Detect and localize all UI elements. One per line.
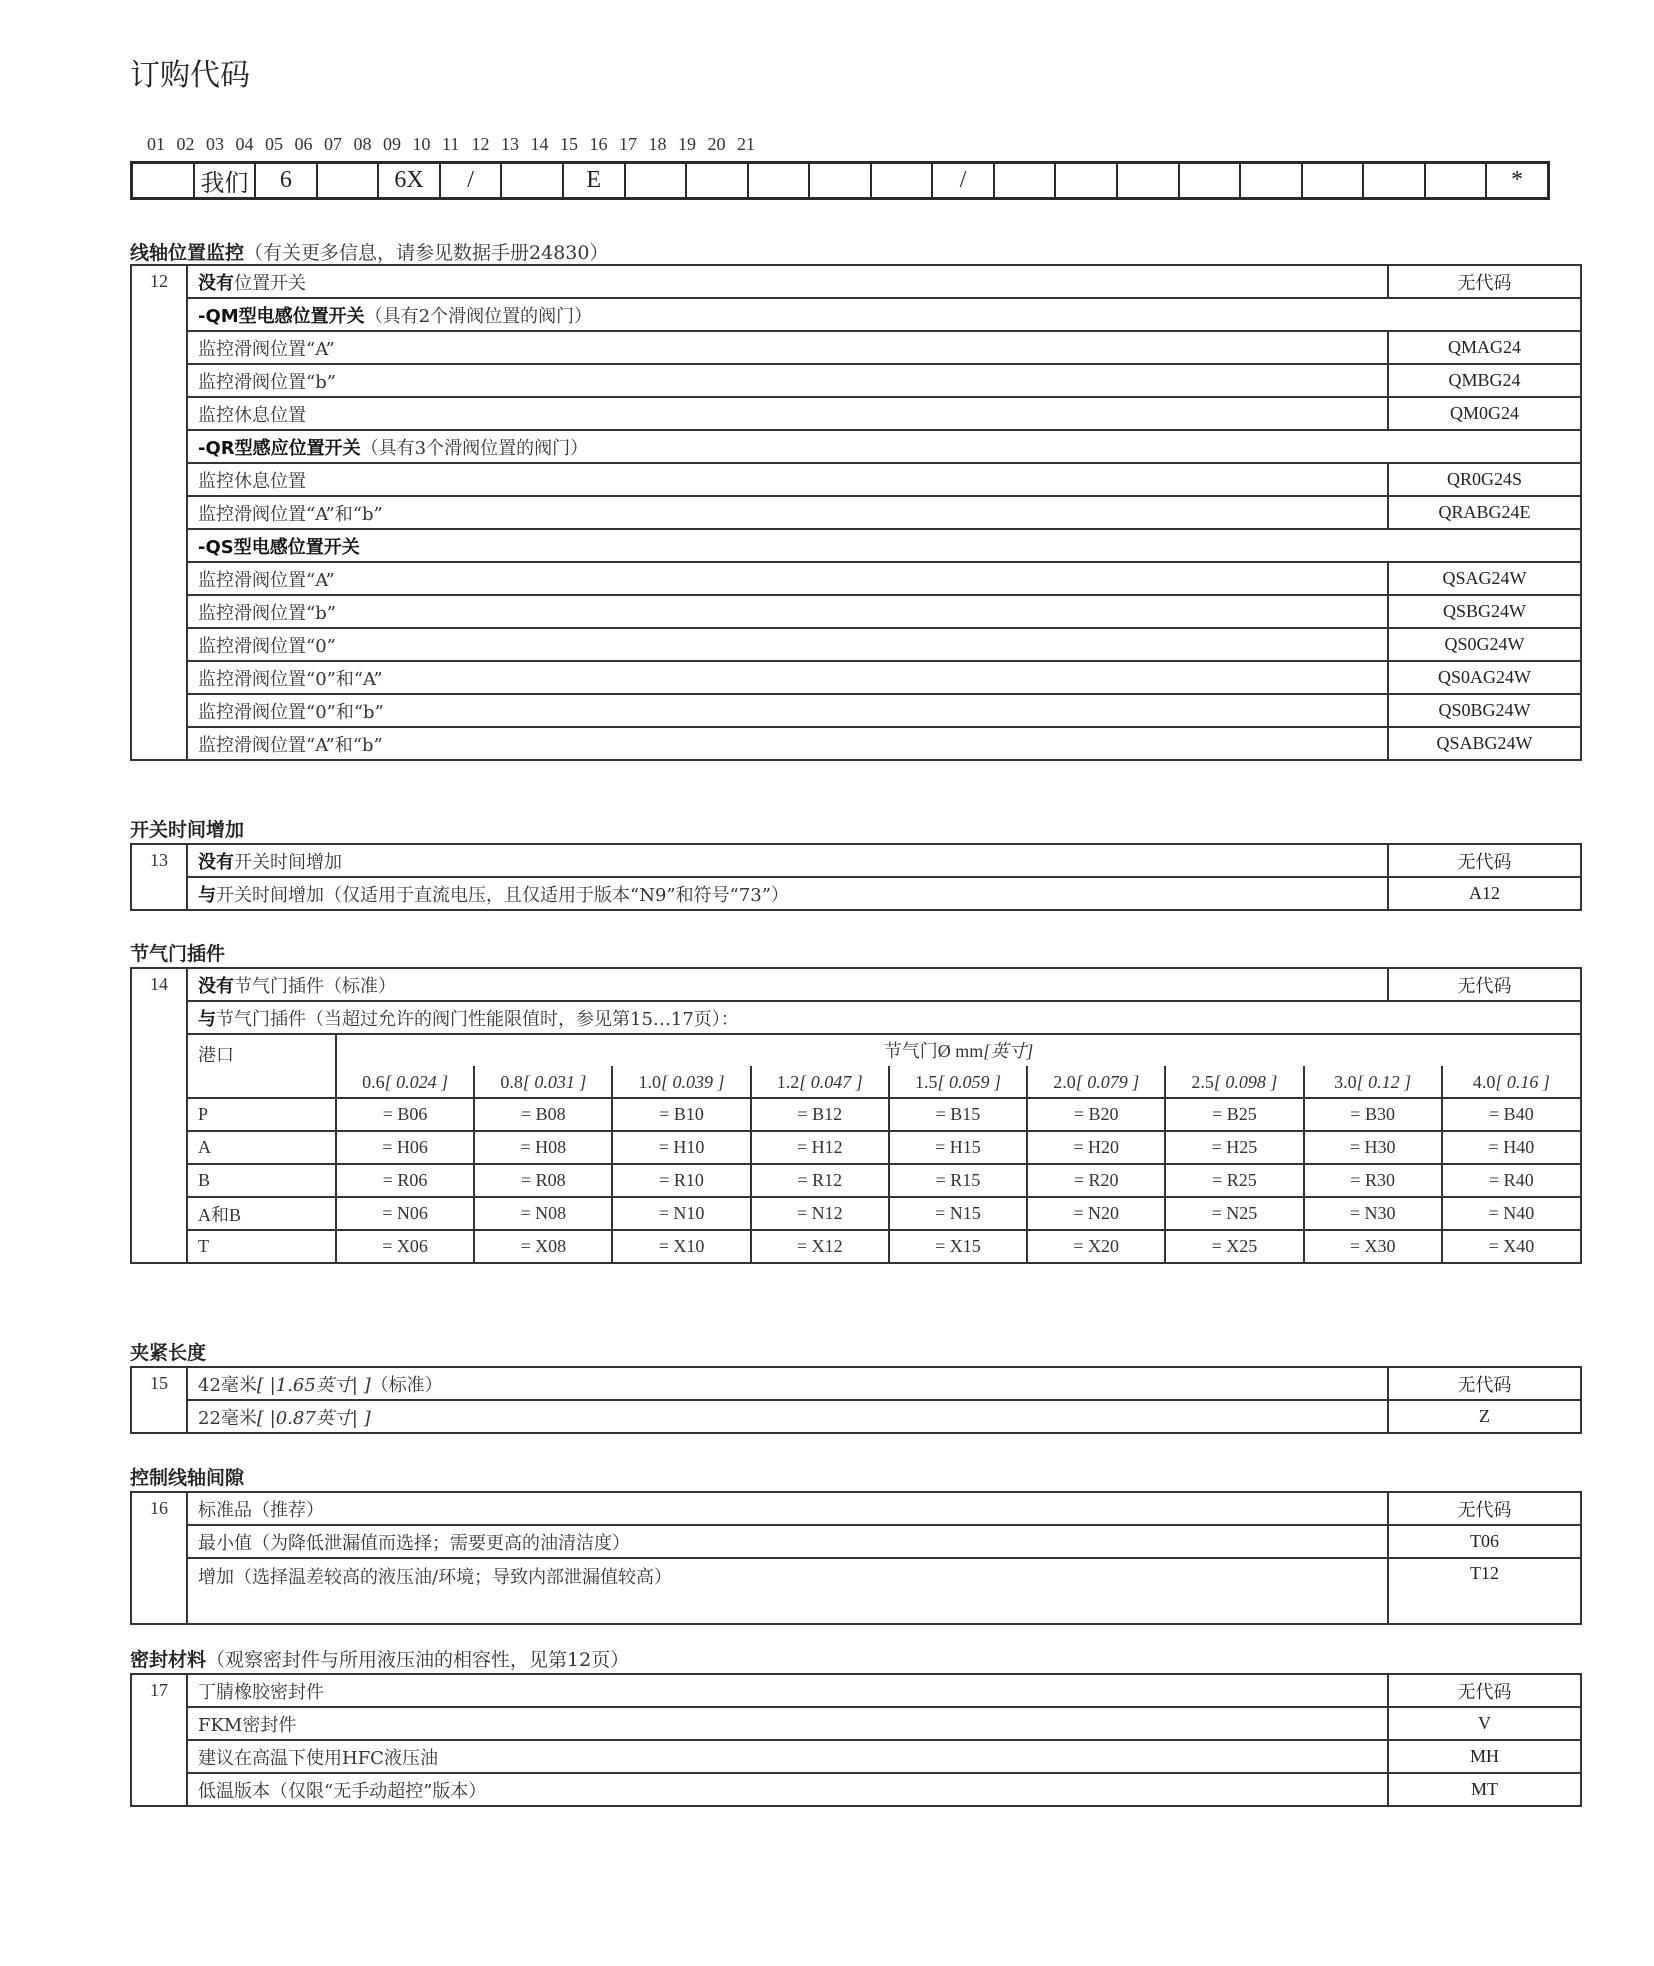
option-label xyxy=(187,463,1388,496)
table-row xyxy=(131,1400,1581,1433)
option-label xyxy=(187,1400,1388,1433)
diameter-inch: [ 0.16 ] xyxy=(1495,1071,1550,1092)
option-text: 监控滑阀位置“A”和“b” xyxy=(198,503,383,525)
diameter-mm: 1.0 xyxy=(638,1071,662,1092)
option-label xyxy=(187,1740,1388,1773)
section-12-title-note: （有关更多信息，请参见数据手册24830） xyxy=(244,242,609,264)
section-15-title xyxy=(130,1338,206,1365)
orifice-code: = X15 xyxy=(889,1230,1027,1262)
option-code: QSAG24W xyxy=(1388,562,1581,595)
diameter-mm: 1.2 xyxy=(776,1071,800,1092)
orifice-code: = H12 xyxy=(751,1131,889,1164)
diameter-header-text: 节气门Ø mm xyxy=(883,1040,984,1061)
option-bold: 没有 xyxy=(198,851,234,873)
option-code: 无代码 xyxy=(1388,265,1581,298)
table-row xyxy=(131,727,1581,760)
option-label xyxy=(187,1367,1388,1400)
option-text: 22毫米 xyxy=(198,1407,257,1429)
orifice-row xyxy=(188,1131,1580,1164)
section-16-title-bold: 控制线轴间隙 xyxy=(130,1467,245,1489)
diameter-header xyxy=(336,1035,1580,1066)
order-code-cell xyxy=(1118,164,1180,197)
group-title: -QM型电感位置开关 xyxy=(198,305,365,327)
orifice-code: = H20 xyxy=(1027,1131,1165,1164)
option-text: 42毫米 xyxy=(198,1374,257,1396)
option-code: 无代码 xyxy=(1388,968,1581,1001)
option-label xyxy=(187,1492,1388,1525)
position-label: 15 xyxy=(560,134,578,154)
order-code-cell xyxy=(1241,164,1303,197)
option-code: QM0G24 xyxy=(1388,397,1581,430)
option-label xyxy=(187,1558,1388,1624)
table-row xyxy=(131,694,1581,727)
position-label: 21 xyxy=(737,134,755,154)
option-bold: 与 xyxy=(198,884,216,906)
orifice-code: = B20 xyxy=(1027,1098,1165,1131)
section-17-title-bold: 密封材料 xyxy=(130,1649,207,1671)
option-italic: [ |1.65英寸| ] xyxy=(256,1374,371,1396)
option-text: 标准品（推荐） xyxy=(198,1499,324,1521)
orifice-code: = X40 xyxy=(1442,1230,1580,1262)
table-row xyxy=(131,364,1581,397)
table-row xyxy=(131,1674,1581,1707)
order-code-cell: / xyxy=(441,164,503,197)
option-code: QMBG24 xyxy=(1388,364,1581,397)
orifice-row xyxy=(188,1230,1580,1262)
option-label xyxy=(187,1773,1388,1806)
order-code-cell: E xyxy=(564,164,626,197)
order-code-cell: * xyxy=(1511,167,1524,193)
orifice-code: = R20 xyxy=(1027,1164,1165,1197)
table-row xyxy=(131,595,1581,628)
diameter-inch: [ 0.039 ] xyxy=(661,1071,725,1092)
port-header: 港口 xyxy=(188,1035,336,1098)
table-row xyxy=(131,1558,1581,1624)
diameter-cell xyxy=(1027,1066,1165,1098)
port-name: A xyxy=(188,1131,336,1164)
orifice-code: = H30 xyxy=(1304,1131,1442,1164)
order-code-cell xyxy=(133,164,195,197)
table-row xyxy=(131,1740,1581,1773)
orifice-code: = H15 xyxy=(889,1131,1027,1164)
option-label xyxy=(187,968,1388,1001)
order-code-cell xyxy=(1364,164,1426,197)
option-label xyxy=(187,661,1388,694)
option-label xyxy=(187,1707,1388,1740)
orifice-code: = H40 xyxy=(1442,1131,1580,1164)
orifice-code: = B30 xyxy=(1304,1098,1442,1131)
diameter-mm: 3.0 xyxy=(1334,1071,1357,1092)
option-text: 丁腈橡胶密封件 xyxy=(198,1681,324,1703)
orifice-code: = R40 xyxy=(1442,1164,1580,1197)
position-label: 08 xyxy=(353,134,372,154)
orifice-code: = X20 xyxy=(1027,1230,1165,1262)
order-code-cell xyxy=(1303,164,1365,197)
diameter-cell xyxy=(1304,1066,1442,1098)
orifice-code: = H25 xyxy=(1165,1131,1303,1164)
option-label xyxy=(187,562,1388,595)
section-12-title xyxy=(130,238,608,265)
position-label: 04 xyxy=(235,134,254,154)
position-labels xyxy=(147,134,767,155)
option-text: 低温版本（仅限“无手动超控”版本） xyxy=(198,1780,487,1802)
orifice-header-row xyxy=(188,1035,1580,1066)
section-17-title xyxy=(130,1645,629,1672)
diameter-inch: [ 0.031 ] xyxy=(522,1071,587,1092)
option-text: 监控滑阀位置“A”和“b” xyxy=(198,734,383,756)
table-row xyxy=(131,430,1581,463)
option-text: 监控滑阀位置“b” xyxy=(198,371,336,393)
option-label xyxy=(187,595,1388,628)
port-name: T xyxy=(188,1230,336,1262)
order-code-cell: 6 xyxy=(256,164,318,197)
table-row xyxy=(131,844,1581,877)
section-15-table xyxy=(130,1366,1582,1434)
group-title: -QS型电感位置开关 xyxy=(198,536,360,558)
table-row xyxy=(131,1707,1581,1740)
option-label xyxy=(187,694,1388,727)
order-code-cell xyxy=(749,164,811,197)
diameter-cell xyxy=(1442,1066,1580,1098)
orifice-code: = R25 xyxy=(1165,1164,1303,1197)
orifice-code: = B12 xyxy=(751,1098,889,1131)
section-number: 12 xyxy=(131,265,187,760)
option-code: QR0G24S xyxy=(1388,463,1581,496)
position-label: 12 xyxy=(471,134,490,154)
table-row xyxy=(131,397,1581,430)
orifice-code: = R08 xyxy=(474,1164,612,1197)
option-text: 监控滑阀位置“0” xyxy=(198,635,336,657)
option-text: 监控滑阀位置“A” xyxy=(198,569,335,591)
orifice-code: = R12 xyxy=(751,1164,889,1197)
orifice-code: = X25 xyxy=(1165,1230,1303,1262)
option-code: MH xyxy=(1388,1740,1581,1773)
section-number: 16 xyxy=(131,1492,187,1624)
option-label xyxy=(187,1525,1388,1558)
option-code: QS0BG24W xyxy=(1388,694,1581,727)
option-text: 节气门插件（当超过允许的阀门性能限值时，参见第15…17页）： xyxy=(216,1008,739,1030)
option-text: 监控滑阀位置“0”和“A” xyxy=(198,668,383,690)
orifice-code: = R30 xyxy=(1304,1164,1442,1197)
orifice-table xyxy=(188,1035,1580,1262)
option-code: 无代码 xyxy=(1388,844,1581,877)
orifice-code: = R10 xyxy=(612,1164,750,1197)
port-name: P xyxy=(188,1098,336,1131)
table-row xyxy=(131,496,1581,529)
position-label: 02 xyxy=(176,134,195,154)
orifice-code: = B15 xyxy=(889,1098,1027,1131)
option-code: QMAG24 xyxy=(1388,331,1581,364)
option-code: T12 xyxy=(1388,1558,1581,1624)
port-name: A和B xyxy=(188,1197,336,1230)
section-16-table xyxy=(130,1491,1582,1625)
table-row xyxy=(131,1492,1581,1525)
order-code-cell: / xyxy=(933,164,995,197)
diameter-inch: [ 0.098 ] xyxy=(1213,1071,1278,1092)
orifice-code: = R15 xyxy=(889,1164,1027,1197)
orifice-code: = B06 xyxy=(336,1098,474,1131)
orifice-code: = N12 xyxy=(751,1197,889,1230)
orifice-code: = N08 xyxy=(474,1197,612,1230)
table-row xyxy=(131,529,1581,562)
orifice-code: = N15 xyxy=(889,1197,1027,1230)
group-note: （具有3个滑阀位置的阀门） xyxy=(360,437,589,459)
order-code-box xyxy=(130,161,1550,200)
option-label xyxy=(187,727,1388,760)
diameter-cell xyxy=(336,1066,474,1098)
diameter-cell xyxy=(889,1066,1027,1098)
option-text: 建议在高温下使用HFC液压油 xyxy=(198,1747,438,1769)
section-13-title xyxy=(130,815,244,842)
order-code-cell xyxy=(318,164,380,197)
option-group-heading xyxy=(187,430,1581,463)
position-label: 13 xyxy=(501,134,519,154)
position-label: 06 xyxy=(294,134,313,154)
option-label xyxy=(187,844,1388,877)
option-code: Z xyxy=(1388,1400,1581,1433)
table-row xyxy=(131,1525,1581,1558)
position-label: 05 xyxy=(265,134,283,154)
orifice-code: = N30 xyxy=(1304,1197,1442,1230)
section-14-title xyxy=(130,939,225,966)
orifice-code: = R06 xyxy=(336,1164,474,1197)
orifice-table-cell xyxy=(187,1034,1581,1263)
diameter-mm: 2.5 xyxy=(1191,1071,1214,1092)
position-label: 01 xyxy=(147,134,165,154)
section-number: 13 xyxy=(131,844,187,910)
section-13-table xyxy=(130,843,1582,911)
option-bold: 没有 xyxy=(198,272,234,294)
option-text: 开关时间增加 xyxy=(234,851,342,873)
table-row xyxy=(131,463,1581,496)
position-label: 19 xyxy=(678,134,696,154)
diameter-inch: [ 0.047 ] xyxy=(799,1071,863,1092)
section-12-table xyxy=(130,264,1582,761)
orifice-code: = N06 xyxy=(336,1197,474,1230)
orifice-code: = X08 xyxy=(474,1230,612,1262)
option-label xyxy=(187,877,1388,910)
option-text: 增加（选择温差较高的液压油/环境；导致内部泄漏值较高） xyxy=(198,1567,673,1588)
option-label xyxy=(187,331,1388,364)
option-text: 监控休息位置 xyxy=(198,470,306,492)
option-bold: 与 xyxy=(198,1008,216,1030)
option-label xyxy=(187,628,1388,661)
section-17-title-note: （观察密封件与所用液压油的相容性，见第12页） xyxy=(206,1649,630,1671)
table-row xyxy=(131,298,1581,331)
option-text: 开关时间增加（仅适用于直流电压，且仅适用于版本“N9”和符号“73”） xyxy=(216,884,789,906)
position-label: 20 xyxy=(707,134,726,154)
table-row xyxy=(131,331,1581,364)
port-name: B xyxy=(188,1164,336,1197)
group-note: （具有2个滑阀位置的阀门） xyxy=(364,305,593,327)
orifice-code: = H06 xyxy=(336,1131,474,1164)
option-code: QS0AG24W xyxy=(1388,661,1581,694)
order-code-cell xyxy=(502,164,564,197)
table-row xyxy=(131,562,1581,595)
option-code: 无代码 xyxy=(1388,1674,1581,1707)
option-label xyxy=(187,397,1388,430)
option-text: 节气门插件（标准） xyxy=(234,975,396,997)
order-code-cell xyxy=(1180,164,1242,197)
orifice-code: = N40 xyxy=(1442,1197,1580,1230)
orifice-row xyxy=(188,1197,1580,1230)
order-code-cell xyxy=(1426,164,1488,197)
orifice-code: = B10 xyxy=(612,1098,750,1131)
diameter-mm: 4.0 xyxy=(1472,1071,1496,1092)
table-row xyxy=(131,628,1581,661)
option-text: 最小值（为降低泄漏值而选择；需要更高的油清洁度） xyxy=(198,1532,630,1554)
order-code-cell xyxy=(995,164,1057,197)
diameter-inch: [ 0.12 ] xyxy=(1356,1071,1412,1092)
diameter-mm: 0.8 xyxy=(500,1071,523,1092)
option-code: QSBG24W xyxy=(1388,595,1581,628)
option-code: 无代码 xyxy=(1388,1367,1581,1400)
option-text: FKM密封件 xyxy=(198,1714,297,1736)
diameter-mm: 1.5 xyxy=(914,1071,938,1092)
option-code: QRABG24E xyxy=(1388,496,1581,529)
orifice-code: = B40 xyxy=(1442,1098,1580,1131)
section-12-title-bold: 线轴位置监控 xyxy=(130,242,245,264)
orifice-row xyxy=(188,1098,1580,1131)
orifice-code: = N20 xyxy=(1027,1197,1165,1230)
section-number: 15 xyxy=(131,1367,187,1433)
section-number: 14 xyxy=(131,968,187,1263)
group-title: -QR型感应位置开关 xyxy=(198,437,361,459)
option-italic: [ |0.87英寸| ] xyxy=(256,1407,371,1429)
position-label: 14 xyxy=(530,134,549,154)
option-bold: 没有 xyxy=(198,975,234,997)
orifice-code: = X06 xyxy=(336,1230,474,1262)
orifice-code: = N10 xyxy=(612,1197,750,1230)
position-label: 17 xyxy=(619,134,637,154)
option-label xyxy=(187,1001,1581,1034)
section-15-title-bold: 夹紧长度 xyxy=(130,1342,207,1364)
diameter-row xyxy=(188,1066,1580,1098)
orifice-row xyxy=(188,1164,1580,1197)
diameter-mm: 0.6 xyxy=(362,1071,385,1092)
option-label xyxy=(187,496,1388,529)
section-13-title-bold: 开关时间增加 xyxy=(130,819,245,841)
diameter-inch: [ 0.024 ] xyxy=(384,1071,449,1092)
option-label xyxy=(187,265,1388,298)
orifice-code: = X10 xyxy=(612,1230,750,1262)
orifice-code: = N25 xyxy=(1165,1197,1303,1230)
option-code: 无代码 xyxy=(1388,1492,1581,1525)
orifice-code: = X30 xyxy=(1304,1230,1442,1262)
option-label xyxy=(187,1674,1388,1707)
table-row xyxy=(131,1367,1581,1400)
option-text: 监控滑阀位置“b” xyxy=(198,602,336,624)
option-code: QSABG24W xyxy=(1388,727,1581,760)
table-row xyxy=(131,661,1581,694)
diameter-cell xyxy=(612,1066,750,1098)
diameter-mm: 2.0 xyxy=(1053,1071,1076,1092)
option-text: 监控滑阀位置“0”和“b” xyxy=(198,701,384,723)
position-label: 09 xyxy=(383,134,401,154)
position-label: 03 xyxy=(206,134,224,154)
orifice-code: = X12 xyxy=(751,1230,889,1262)
option-code: V xyxy=(1388,1707,1581,1740)
section-17-table xyxy=(130,1673,1582,1807)
position-label: 18 xyxy=(648,134,667,154)
diameter-cell xyxy=(751,1066,889,1098)
option-text: 监控休息位置 xyxy=(198,404,306,426)
orifice-code: = B08 xyxy=(474,1098,612,1131)
position-label: 11 xyxy=(442,134,460,154)
orifice-code: = H10 xyxy=(612,1131,750,1164)
orifice-code: = H08 xyxy=(474,1131,612,1164)
option-text: 位置开关 xyxy=(234,272,306,294)
option-code: A12 xyxy=(1388,877,1581,910)
order-code-cell: 我们 xyxy=(195,164,257,197)
option-group-heading xyxy=(187,529,1581,562)
diameter-header-unit: [英寸] xyxy=(983,1040,1034,1061)
position-label: 10 xyxy=(412,134,431,154)
order-code-cell xyxy=(872,164,934,197)
section-number: 17 xyxy=(131,1674,187,1806)
diameter-cell xyxy=(474,1066,612,1098)
orifice-code: = B25 xyxy=(1165,1098,1303,1131)
section-14-title-bold: 节气门插件 xyxy=(130,943,226,965)
order-code-cell xyxy=(1056,164,1118,197)
option-suffix: （标准） xyxy=(370,1374,443,1396)
option-label xyxy=(187,364,1388,397)
section-14-table xyxy=(130,967,1582,1264)
order-code-cell: 6X xyxy=(379,164,441,197)
order-code-cell xyxy=(810,164,872,197)
diameter-inch: [ 0.059 ] xyxy=(937,1071,1001,1092)
option-group-heading xyxy=(187,298,1581,331)
page-title: 订购代码 xyxy=(130,58,250,93)
table-row xyxy=(131,877,1581,910)
diameter-cell xyxy=(1165,1066,1303,1098)
table-row xyxy=(131,265,1581,298)
option-code: QS0G24W xyxy=(1388,628,1581,661)
option-text: 监控滑阀位置“A” xyxy=(198,338,335,360)
order-code-cell xyxy=(687,164,749,197)
diameter-inch: [ 0.079 ] xyxy=(1075,1071,1140,1092)
order-code-cell xyxy=(626,164,688,197)
position-label: 16 xyxy=(589,134,608,154)
option-code: T06 xyxy=(1388,1525,1581,1558)
table-row xyxy=(131,1773,1581,1806)
position-label: 07 xyxy=(324,134,342,154)
option-code: MT xyxy=(1388,1773,1581,1806)
section-16-title xyxy=(130,1463,244,1490)
